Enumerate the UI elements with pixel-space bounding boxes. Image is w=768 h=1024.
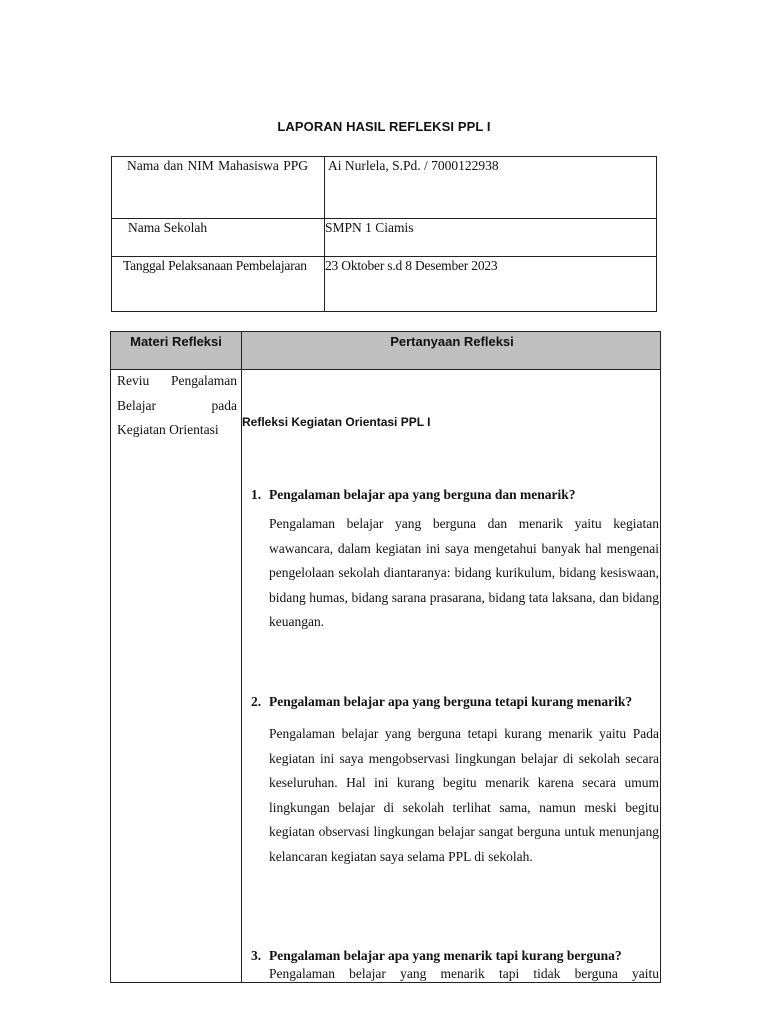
document-title: LAPORAN HASIL REFLEKSI PPL I: [277, 119, 491, 134]
question-text: Pengalaman belajar apa yang menarik tapi kurang berguna?: [269, 948, 622, 963]
question-1: [251, 487, 576, 503]
identity-label-cell: [112, 257, 325, 312]
identity-label-name: Nama dan NIM Mahasiswa PPG: [127, 158, 308, 173]
question-2: [251, 694, 632, 710]
identity-value-name: Ai Nurlela, S.Pd. / 7000122938: [328, 158, 499, 173]
question-text: Pengalaman belajar apa yang berguna dan menarik?: [269, 487, 576, 502]
question-text: Pengalaman belajar apa yang berguna tetapi kurang menarik?: [269, 694, 633, 709]
identity-label-cell: [112, 157, 325, 218]
answer-3: Pengalaman belajar yang menarik tapi tidak berguna yaitu: [269, 966, 659, 981]
section-title: Refleksi Kegiatan Orientasi PPL I: [242, 415, 431, 429]
identity-table: [111, 156, 657, 312]
answer-2: Pengalaman belajar yang berguna tetapi kurang menarik yaitu Pada kegiatan ini saya mengobservasi lingkungan belajar di sekolah secara keseluruhan. Hal ini kurang begitu menarik karena secara umum lingkungan belajar di sekolah terlihat sama, namun meski begitu kegiatan observasi lingkungan belajar sangat berguna untuk menunjang kelancaran kegiatan saya selama PPL di sekolah.: [269, 726, 659, 864]
materi-line: Kegiatan Orientasi: [117, 422, 219, 437]
question-number: 1.: [251, 487, 262, 502]
identity-value-cell: [325, 219, 656, 256]
header-pertanyaan: Pertanyaan Refleksi: [390, 334, 514, 349]
identity-row-date: [112, 257, 656, 312]
answer-1: Pengalaman belajar yang berguna dan menarik yaitu kegiatan wawancara, dalam kegiatan ini saya mengetahui banyak hal mengenai pengelolaan sekolah diantaranya: bidang kurikulum, bidang kesiswaan, bidang humas, bidang sarana prasarana, bidang tata laksana, dan bidang keuangan.: [269, 516, 659, 630]
identity-value-cell: [325, 257, 656, 312]
identity-row-name: [112, 157, 656, 219]
materi-line: Reviu Pengalaman: [117, 373, 237, 388]
reflection-table-header: [111, 332, 660, 370]
identity-value-cell: [325, 157, 656, 218]
reflection-table: [110, 331, 661, 983]
header-materi: Materi Refleksi: [130, 334, 222, 349]
identity-label-date: Tanggal Pelaksanaan Pembelajaran: [123, 258, 307, 273]
question-number: 3.: [251, 948, 262, 963]
question-3: [251, 948, 622, 964]
question-number: 2.: [251, 694, 262, 709]
materi-line: Belajar pada: [117, 397, 237, 413]
identity-value-school: SMPN 1 Ciamis: [325, 220, 414, 235]
materi-cell: [117, 369, 237, 443]
column-divider: [241, 332, 242, 982]
identity-label-cell: [112, 219, 325, 256]
identity-row-school: [112, 219, 656, 257]
identity-label-school: Nama Sekolah: [128, 220, 208, 235]
identity-value-date: 23 Oktober s.d 8 Desember 2023: [325, 258, 498, 273]
